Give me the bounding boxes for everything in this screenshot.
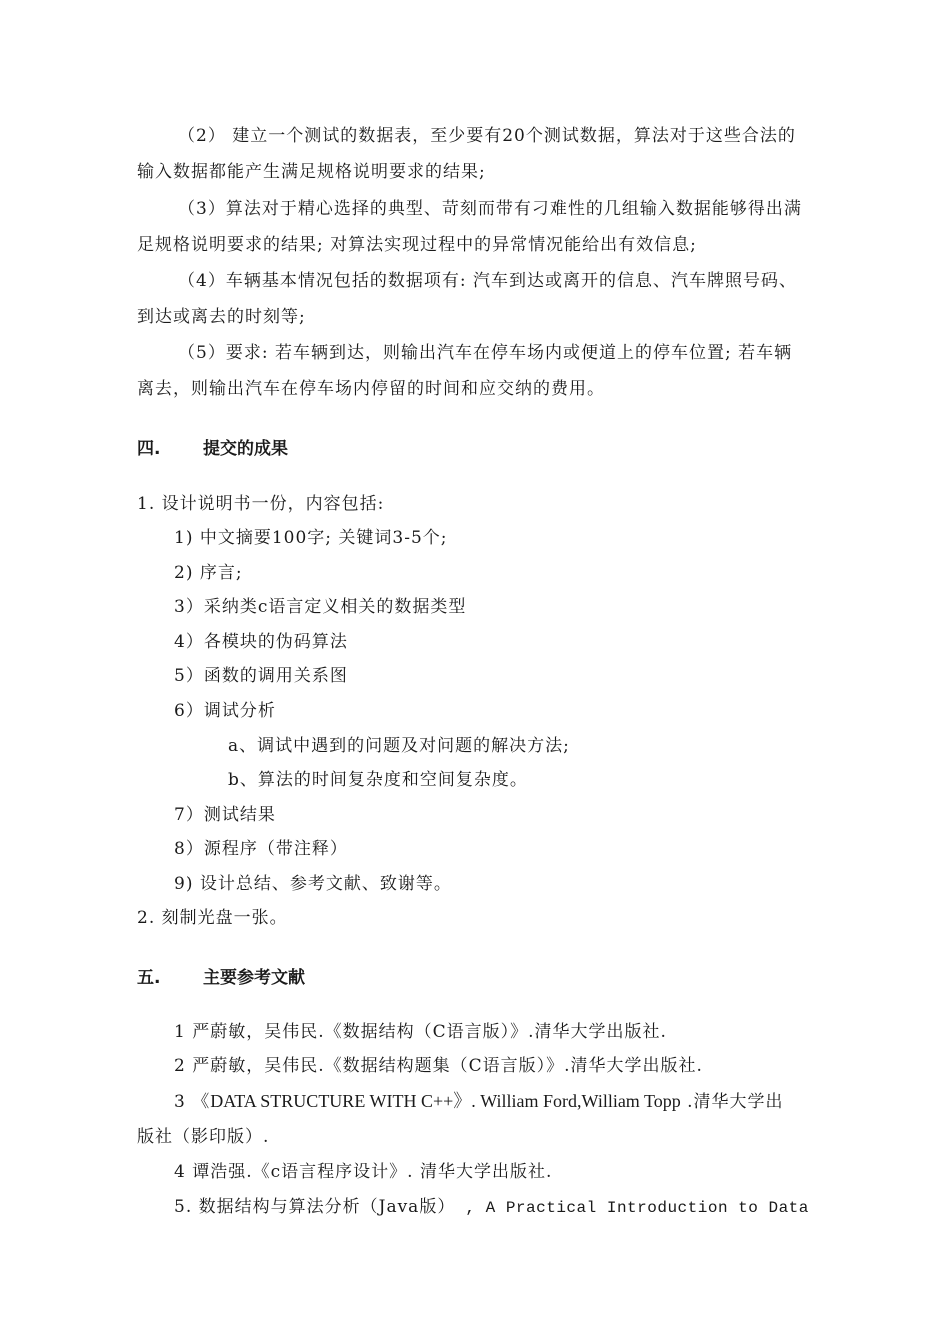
deliverable-sub6b: b、算法的时间复杂度和空间复杂度。 (228, 770, 528, 790)
deliverable-sub5: 5）函数的调用关系图 (174, 666, 348, 686)
deliverable-sub7: 7）测试结果 (174, 805, 276, 825)
deliverable-sub6a: a、调试中遇到的问题及对问题的解决方法; (228, 736, 570, 756)
reference-3-authors: 》. William Ford,William Topp (453, 1091, 681, 1111)
req-item2-line2: 输入数据都能产生满足规格说明要求的结果; (137, 162, 486, 182)
req-item5-line2: 离去，则输出汽车在停车场内停留的时间和应交纳的费用。 (137, 379, 605, 399)
reference-4: 4 谭浩强.《c语言程序设计》. 清华大学出版社. (174, 1162, 553, 1182)
deliverable-sub6: 6）调试分析 (174, 701, 276, 721)
reference-3-publisher: .清华大学出 (680, 1092, 784, 1112)
section4-number: 四. (137, 439, 161, 459)
reference-3 (174, 1089, 784, 1114)
section4-title: 提交的成果 (203, 439, 288, 459)
req-item5-line1: （5）要求: 若车辆到达，则输出汽车在停车场内或便道上的停车位置; 若车辆 (178, 343, 793, 363)
req-item3-line1: （3）算法对于精心选择的典型、苛刻而带有刁难性的几组输入数据能够得出满 (178, 199, 802, 219)
deliverable-sub3: 3）采纳类c语言定义相关的数据类型 (174, 597, 467, 617)
section5-heading (137, 966, 305, 990)
deliverable-item1: 1. 设计说明书一份，内容包括: (137, 494, 385, 514)
req-item4-line2: 到达或离去的时刻等; (137, 307, 306, 327)
reference-3-title: DATA STRUCTURE WITH C++ (210, 1091, 454, 1111)
reference-3-number: 3 《 (174, 1092, 211, 1112)
reference-5-english: , A Practical Introduction to Data (455, 1199, 809, 1217)
deliverable-sub2: 2) 序言; (174, 563, 243, 583)
reference-5-chinese: 5. 数据结构与算法分析（Java版） (174, 1197, 456, 1217)
req-item2-line1: （2） 建立一个测试的数据表，至少要有20个测试数据，算法对于这些合法的 (178, 126, 796, 146)
req-item3-line2: 足规格说明要求的结果; 对算法实现过程中的异常情况能给出有效信息; (137, 235, 697, 255)
reference-5 (174, 1195, 809, 1220)
deliverable-sub4: 4）各模块的伪码算法 (174, 632, 348, 652)
deliverable-sub8: 8）源程序（带注释） (174, 839, 348, 859)
section4-heading (137, 437, 288, 461)
req-item4-line1: （4）车辆基本情况包括的数据项有: 汽车到达或离开的信息、汽车牌照号码、 (178, 271, 797, 291)
reference-3-line2: 版社（影印版）. (137, 1127, 270, 1147)
section5-title: 主要参考文献 (203, 968, 305, 988)
section5-number: 五. (137, 968, 161, 988)
reference-1: 1 严蔚敏，吴伟民.《数据结构（C语言版）》.清华大学出版社. (174, 1022, 667, 1042)
deliverable-sub1: 1) 中文摘要100字; 关键词3-5个; (174, 528, 448, 548)
deliverable-sub9: 9) 设计总结、参考文献、致谢等。 (174, 874, 452, 894)
deliverable-item2: 2. 刻制光盘一张。 (137, 908, 288, 928)
reference-2: 2 严蔚敏，吴伟民.《数据结构题集（C语言版）》.清华大学出版社. (174, 1056, 703, 1076)
